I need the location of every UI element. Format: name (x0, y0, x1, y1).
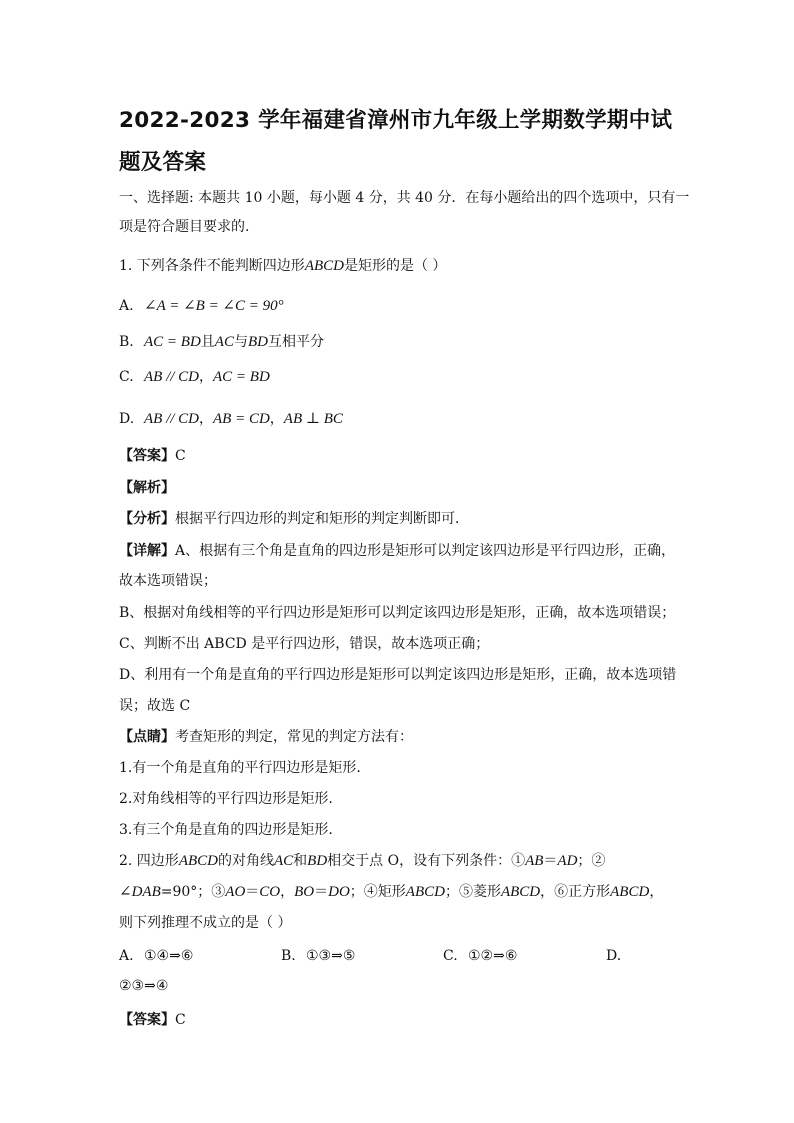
option-label: D. (606, 948, 622, 964)
option-math: AB = CD (213, 411, 270, 427)
answer-value: C (175, 1012, 186, 1028)
option-text: 互相平分 (267, 334, 324, 350)
q2-math: ABCD (610, 884, 650, 900)
question-1-stem-suffix: 是矩形的是（ ） (343, 258, 447, 274)
option-math: AC = BD (144, 334, 201, 350)
q2-text: ；② (577, 853, 606, 869)
q2-text: ， (280, 884, 295, 900)
xiangjie-text: A、根据有三个角是直角的四边形是矩形可以判定该四边形是平行四边形，正确， (175, 543, 676, 559)
q2-math: BD (307, 853, 328, 869)
q2-math: CO (259, 884, 281, 900)
q2-text: 2. 四边形 (119, 853, 179, 869)
answer-tag: 【答案】 (119, 1012, 175, 1028)
q2-text: ；⑤菱形 (444, 884, 501, 900)
option-text: 与 (233, 334, 248, 350)
question-2-option-b (281, 946, 355, 966)
answer-tag: 【答案】 (119, 448, 175, 464)
q2-math: ABCD (405, 884, 445, 900)
q2-math: BO (294, 884, 315, 900)
method-item: 3.有三个角是直角的四边形是矩形. (119, 822, 333, 838)
option-label: A. (119, 298, 134, 314)
option-math: AB // CD (144, 369, 199, 385)
question-1-xiangjie-line3: B、根据对角线相等的平行四边形是矩形可以判定该四边形是矩形，正确，故本选项错误； (119, 605, 676, 621)
option-label: A. (119, 948, 134, 964)
q2-text: 相交于点 O，设有下列条件：① (327, 853, 526, 869)
q2-text: ；④矩形 (349, 884, 406, 900)
fenxi-tag: 【分析】 (119, 511, 175, 527)
q2-math: ABCD (500, 884, 541, 900)
question-1-option-d (119, 409, 343, 429)
question-1-option-c (119, 367, 270, 387)
q2-text: ＝ (245, 884, 260, 900)
question-1-xiangjie-line4: C、判断不出 ABCD 是平行四边形，错误，故本选项正确； (119, 636, 490, 652)
question-1-xiangjie-line6: 误；故选 C (119, 698, 191, 714)
question-2-answer (119, 1010, 186, 1030)
option-label: C. (119, 369, 134, 385)
q2-text: ，⑥正方形 (540, 884, 611, 900)
question-1-xiangjie-line5: D、利用有一个角是直角的平行四边形是矩形可以判定该四边形是矩形，正确，故本选项错 (119, 667, 677, 683)
option-math: BD (247, 334, 268, 350)
dianjing-tag: 【点睛】 (119, 729, 175, 745)
q2-math: ∠DAB (119, 884, 161, 900)
option-label: B. (281, 948, 296, 964)
question-2-stem-line1 (119, 851, 605, 871)
page-title: 2022-2023 学年福建省漳州市九年级上学期数学期中试题及答案 (119, 108, 673, 175)
option-text: ， (269, 411, 284, 427)
option-math: AB ⊥ BC (283, 411, 343, 427)
q2-text: 的对角线 (217, 853, 274, 869)
fenxi-text: 根据平行四边形的判定和矩形的判定判断即可． (175, 511, 469, 527)
analysis-tag: 【解析】 (119, 480, 175, 496)
option-text: ①②⇒⑥ (468, 948, 518, 964)
answer-value: C (175, 448, 186, 464)
q2-text: ， (649, 884, 664, 900)
q2-math: AC (273, 853, 294, 869)
question-1-stem (119, 256, 446, 276)
question-2-stem-line2 (119, 882, 663, 902)
question-1-xiangjie-line1 (119, 541, 675, 561)
q2-math: AB (525, 853, 544, 869)
option-math: ∠A = ∠B = ∠C = 90° (144, 298, 284, 314)
question-1-answer (119, 446, 186, 466)
option-text: ①③⇒⑤ (306, 948, 356, 964)
option-text: 且 (200, 334, 215, 350)
question-1-xiangjie-line2: 故本选项错误； (119, 573, 217, 589)
question-1-analysis-heading (119, 478, 175, 498)
method-item: 2.对角线相等的平行四边形是矩形. (119, 791, 333, 807)
section-instructions-line2: 项是符合题目要求的. (119, 219, 250, 235)
question-2-option-d (606, 946, 631, 966)
question-1-stem-math: ABCD (304, 258, 344, 274)
q2-text: 和 (293, 853, 308, 869)
question-1-option-b (119, 332, 324, 352)
q2-math: AD (557, 853, 578, 869)
option-math: AC = BD (213, 369, 270, 385)
q2-text: ＝ (314, 884, 329, 900)
option-text: ①④⇒⑥ (144, 948, 194, 964)
q2-math: AO (225, 884, 246, 900)
section-instructions-line1: 一、选择题: 本题共 10 小题，每小题 4 分，共 40 分．在每小题给出的四个选项中，只有一 (119, 190, 690, 206)
q2-text: =90°；③ (160, 884, 226, 900)
q2-text: ＝ (543, 853, 558, 869)
option-math: AB // CD (144, 411, 199, 427)
question-2-option-d-text: ②③⇒④ (119, 978, 169, 994)
question-1-fenxi (119, 509, 469, 529)
question-1-stem-prefix: 1. 下列各条件不能判断四边形 (119, 258, 305, 274)
option-label: B. (119, 334, 134, 350)
option-label: D. (119, 411, 135, 427)
method-item: 1.有一个角是直角的平行四边形是矩形. (119, 760, 361, 776)
xiangjie-tag: 【详解】 (119, 543, 175, 559)
q2-math: ABCD (178, 853, 218, 869)
question-2-option-c (443, 946, 517, 966)
question-1-option-a (119, 296, 284, 316)
option-label: C. (443, 948, 458, 964)
question-1-dianjing (119, 727, 413, 747)
option-text: ， (199, 411, 213, 427)
option-text: ， (199, 369, 213, 385)
dianjing-text: 考查矩形的判定，常见的判定方法有： (175, 729, 413, 745)
q2-math: DO (328, 884, 350, 900)
question-2-option-a (119, 946, 193, 966)
question-2-stem-line3: 则下列推理不成立的是（ ） (119, 915, 292, 931)
option-math: AC (214, 334, 234, 350)
